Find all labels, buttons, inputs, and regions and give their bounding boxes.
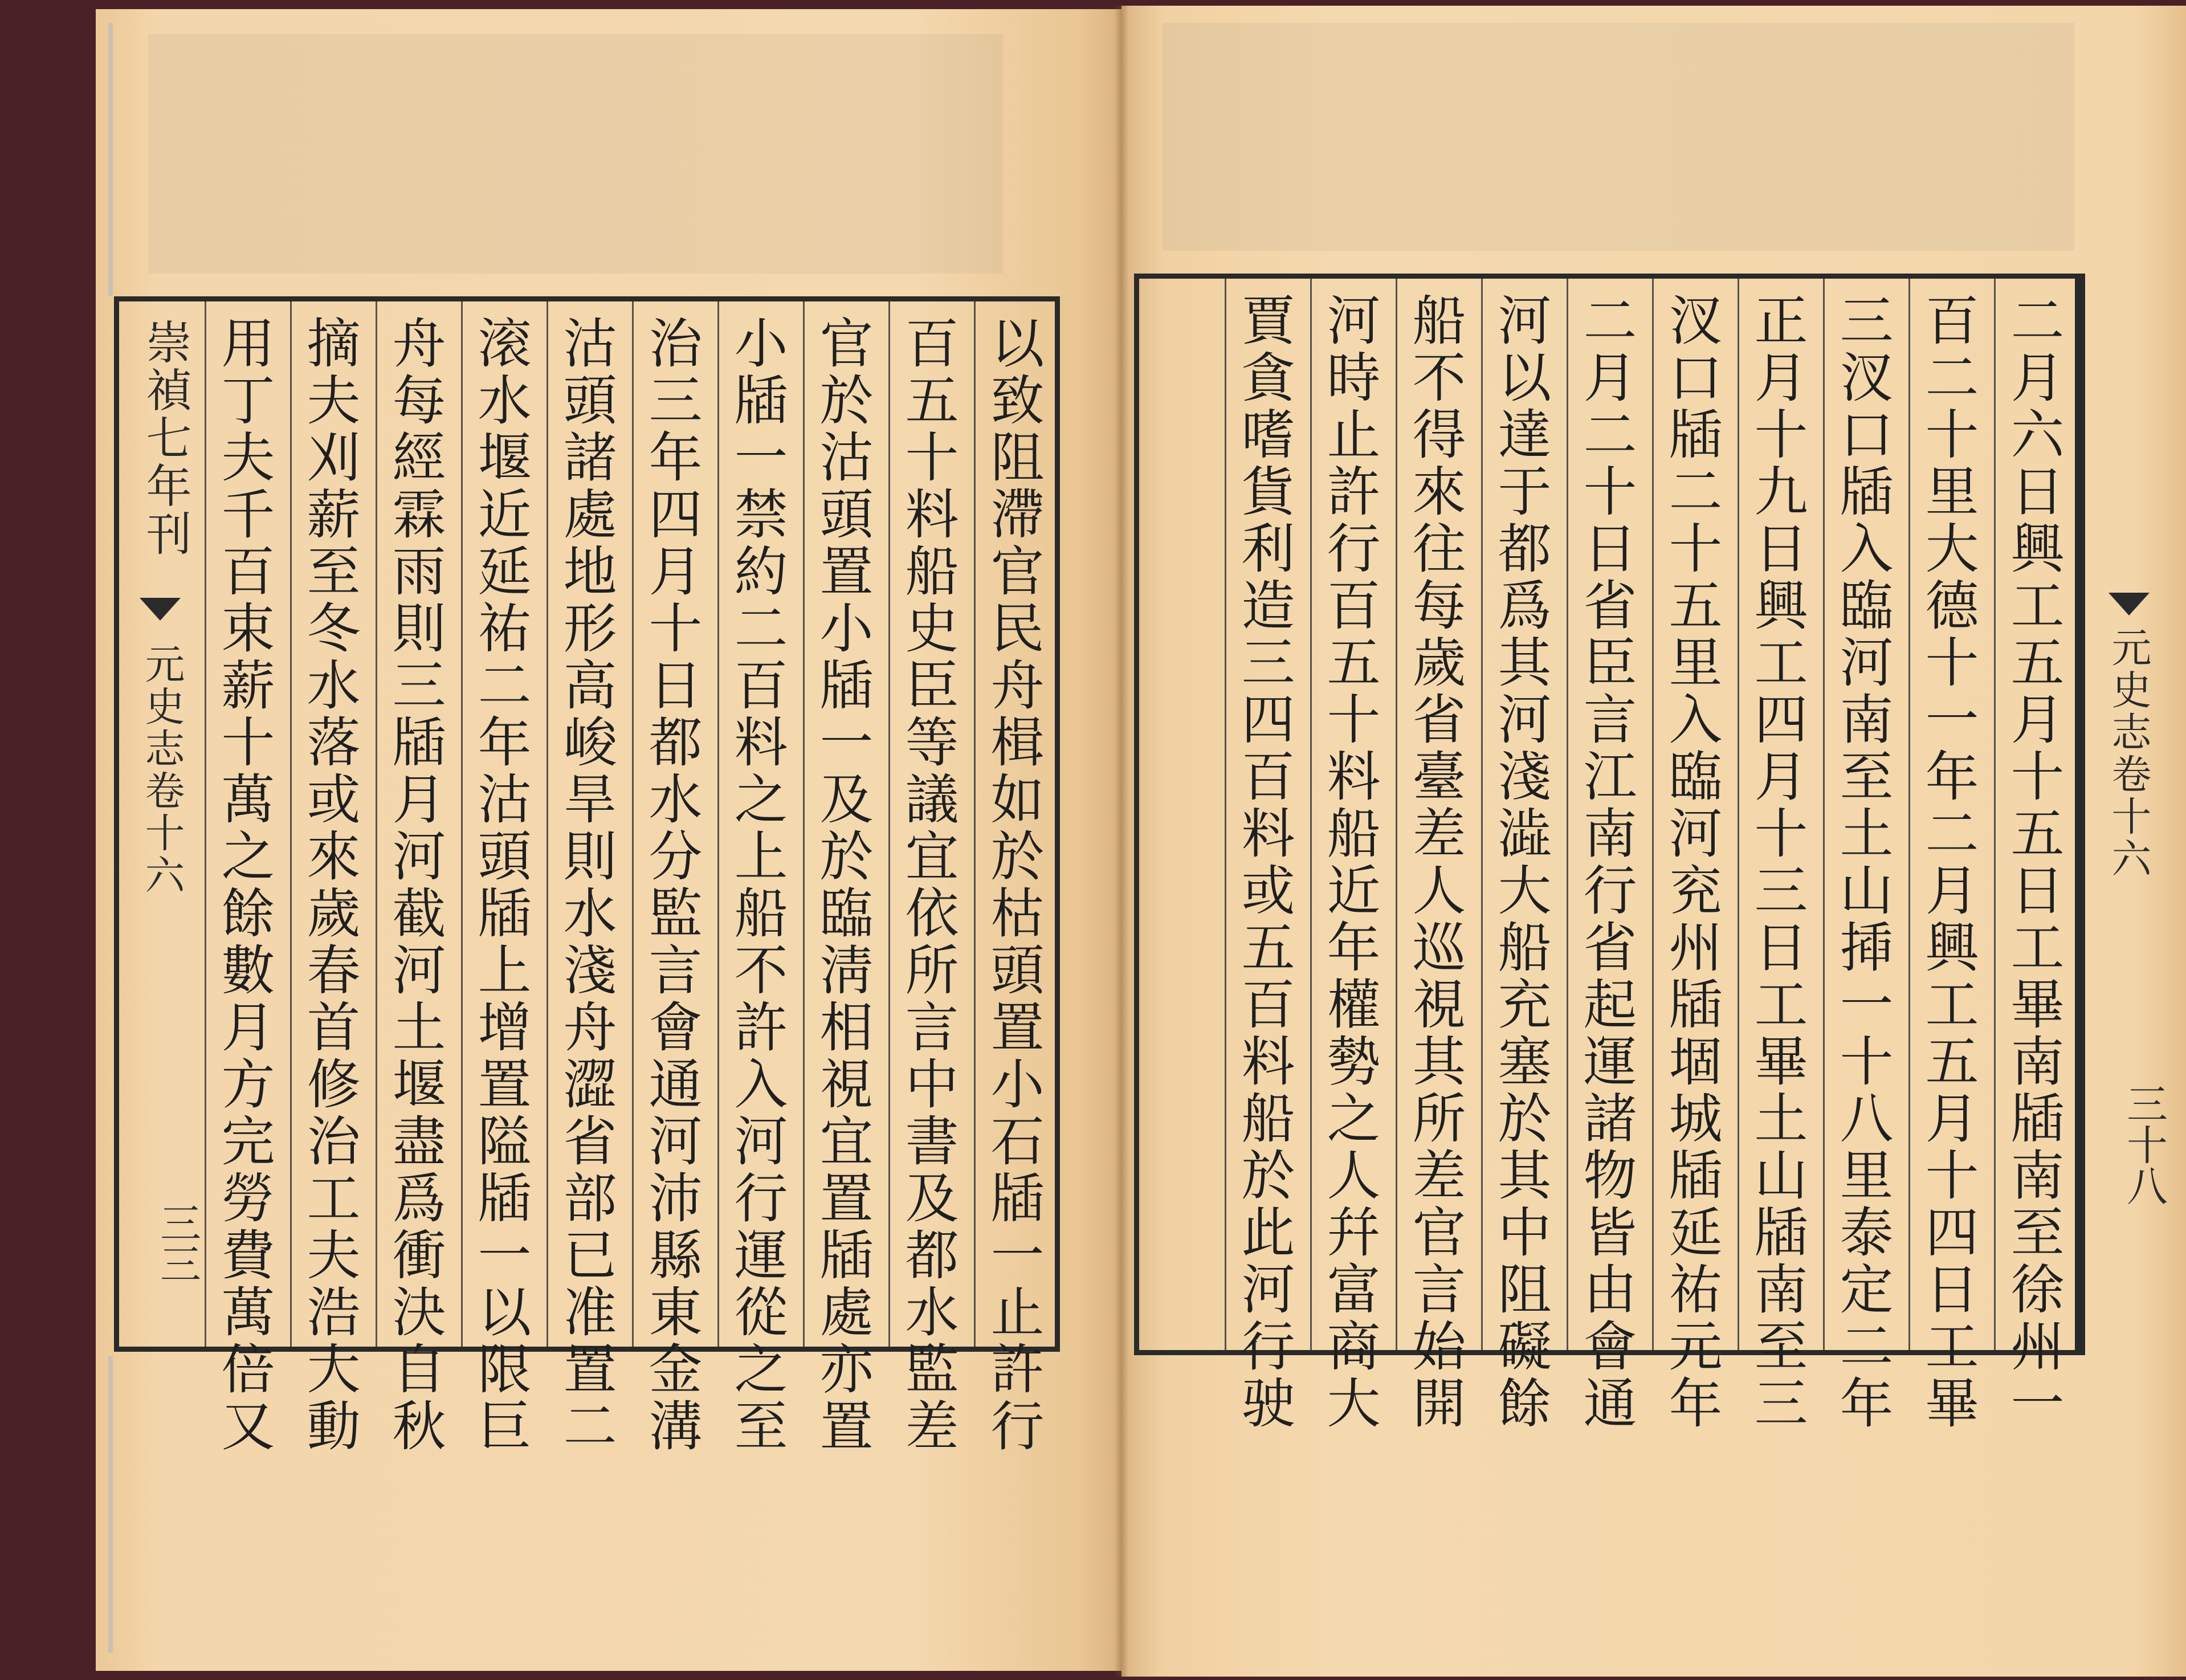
fishtail-mark-icon bbox=[140, 598, 181, 621]
text-column: 舟每經霖雨則三牐月河截河土堰盡爲衝決自秋 bbox=[383, 315, 445, 1455]
column-rule bbox=[1652, 279, 1654, 1350]
text-column: 正月十九日興工四月十三日工畢土山牐南至三 bbox=[1745, 292, 1807, 1432]
column-rule bbox=[461, 301, 463, 1347]
text-column: 官於沽頭置小牐一及於臨淸相視宜置牐處亦置 bbox=[810, 315, 872, 1455]
column-rule bbox=[803, 301, 805, 1347]
book-gutter bbox=[1114, 6, 1129, 1677]
folio-number: 三十八 bbox=[2120, 1083, 2168, 1206]
column-rule bbox=[1994, 279, 1996, 1350]
text-column: 滚水堰近延祐二年沽頭牐上增置隘牐一以限巨 bbox=[468, 315, 531, 1455]
text-column: 小牐一禁約二百料之上船不許入河行運從之至 bbox=[725, 315, 787, 1455]
show-through-left bbox=[148, 34, 1003, 274]
column-rule bbox=[1310, 279, 1312, 1350]
column-rule bbox=[1823, 279, 1825, 1350]
text-column: 二月六日興工五月十五日工畢南牐南至徐州一 bbox=[2001, 292, 2063, 1432]
right-text-frame bbox=[1134, 274, 2080, 1432]
column-rule bbox=[546, 301, 548, 1347]
text-column: 百二十里大德十一年二月興工五月十四日工畢 bbox=[1916, 292, 1978, 1432]
text-column: 賈貪嗜貨利造三四百料或五百料船於此河行驶 bbox=[1232, 292, 1294, 1432]
column-rule bbox=[717, 301, 719, 1347]
column-rule bbox=[376, 301, 377, 1347]
binding-thread-bottom bbox=[108, 1356, 113, 1653]
column-rule bbox=[1908, 279, 1910, 1350]
column-rule bbox=[1396, 279, 1397, 1350]
column-rule bbox=[1738, 279, 1739, 1350]
fishtail-mark-icon bbox=[2108, 593, 2150, 615]
banxin-edition-label: 崇禎七年刊 bbox=[138, 319, 191, 558]
column-rule bbox=[974, 301, 976, 1347]
show-through-right bbox=[1163, 23, 2074, 251]
text-column: 船不得來往每歲省臺差人巡視其所差官言始開 bbox=[1403, 292, 1465, 1432]
folio-number: 三三 bbox=[153, 1202, 201, 1284]
text-column: 汊口牐二十五里入臨河兖州牐堌城牐延祐元年 bbox=[1659, 292, 1722, 1432]
column-rule bbox=[1225, 279, 1226, 1350]
column-rule bbox=[632, 301, 634, 1347]
text-column: 以致阻滯官民舟楫如於枯頭置小石牐一止許行 bbox=[981, 315, 1043, 1455]
text-column: 治三年四月十日都水分監言會通河沛縣東金溝 bbox=[639, 315, 702, 1455]
text-column: 百五十料船史臣等議宜依所言中書及都水監差 bbox=[896, 315, 958, 1455]
column-rule bbox=[1567, 279, 1568, 1350]
column-rule bbox=[290, 301, 292, 1347]
banxin-rule bbox=[2080, 274, 2085, 1355]
column-rule bbox=[888, 301, 890, 1347]
text-column: 三汊口牐入臨河南至土山揷一十八里泰定二年 bbox=[1830, 292, 1893, 1432]
text-column: 用丁夫千百束薪十萬之餘數月方完勞費萬倍又 bbox=[212, 315, 274, 1455]
text-column: 摘夫刈薪至冬水落或來歲春首修治工夫浩大動 bbox=[297, 315, 360, 1455]
text-column: 河時止許行百五十料船近年權勢之人幷富商大 bbox=[1318, 292, 1380, 1432]
text-column: 河以達于都爲其河淺澁大船充塞於其中阻礙餘 bbox=[1488, 292, 1551, 1432]
left-text-frame bbox=[114, 296, 1060, 1455]
column-rule bbox=[1481, 279, 1483, 1350]
text-column: 沽頭諸處地形高峻旱則水淺舟澀省部已准置二 bbox=[554, 315, 616, 1455]
banxin-rule bbox=[205, 301, 206, 1347]
banxin-chapter-label: 元史志卷十六 bbox=[138, 643, 185, 896]
text-column: 二月二十日省臣言江南行省起運諸物皆由會通 bbox=[1574, 292, 1636, 1432]
binding-thread-top bbox=[108, 23, 113, 296]
banxin-chapter-label: 元史志卷十六 bbox=[2105, 627, 2152, 880]
